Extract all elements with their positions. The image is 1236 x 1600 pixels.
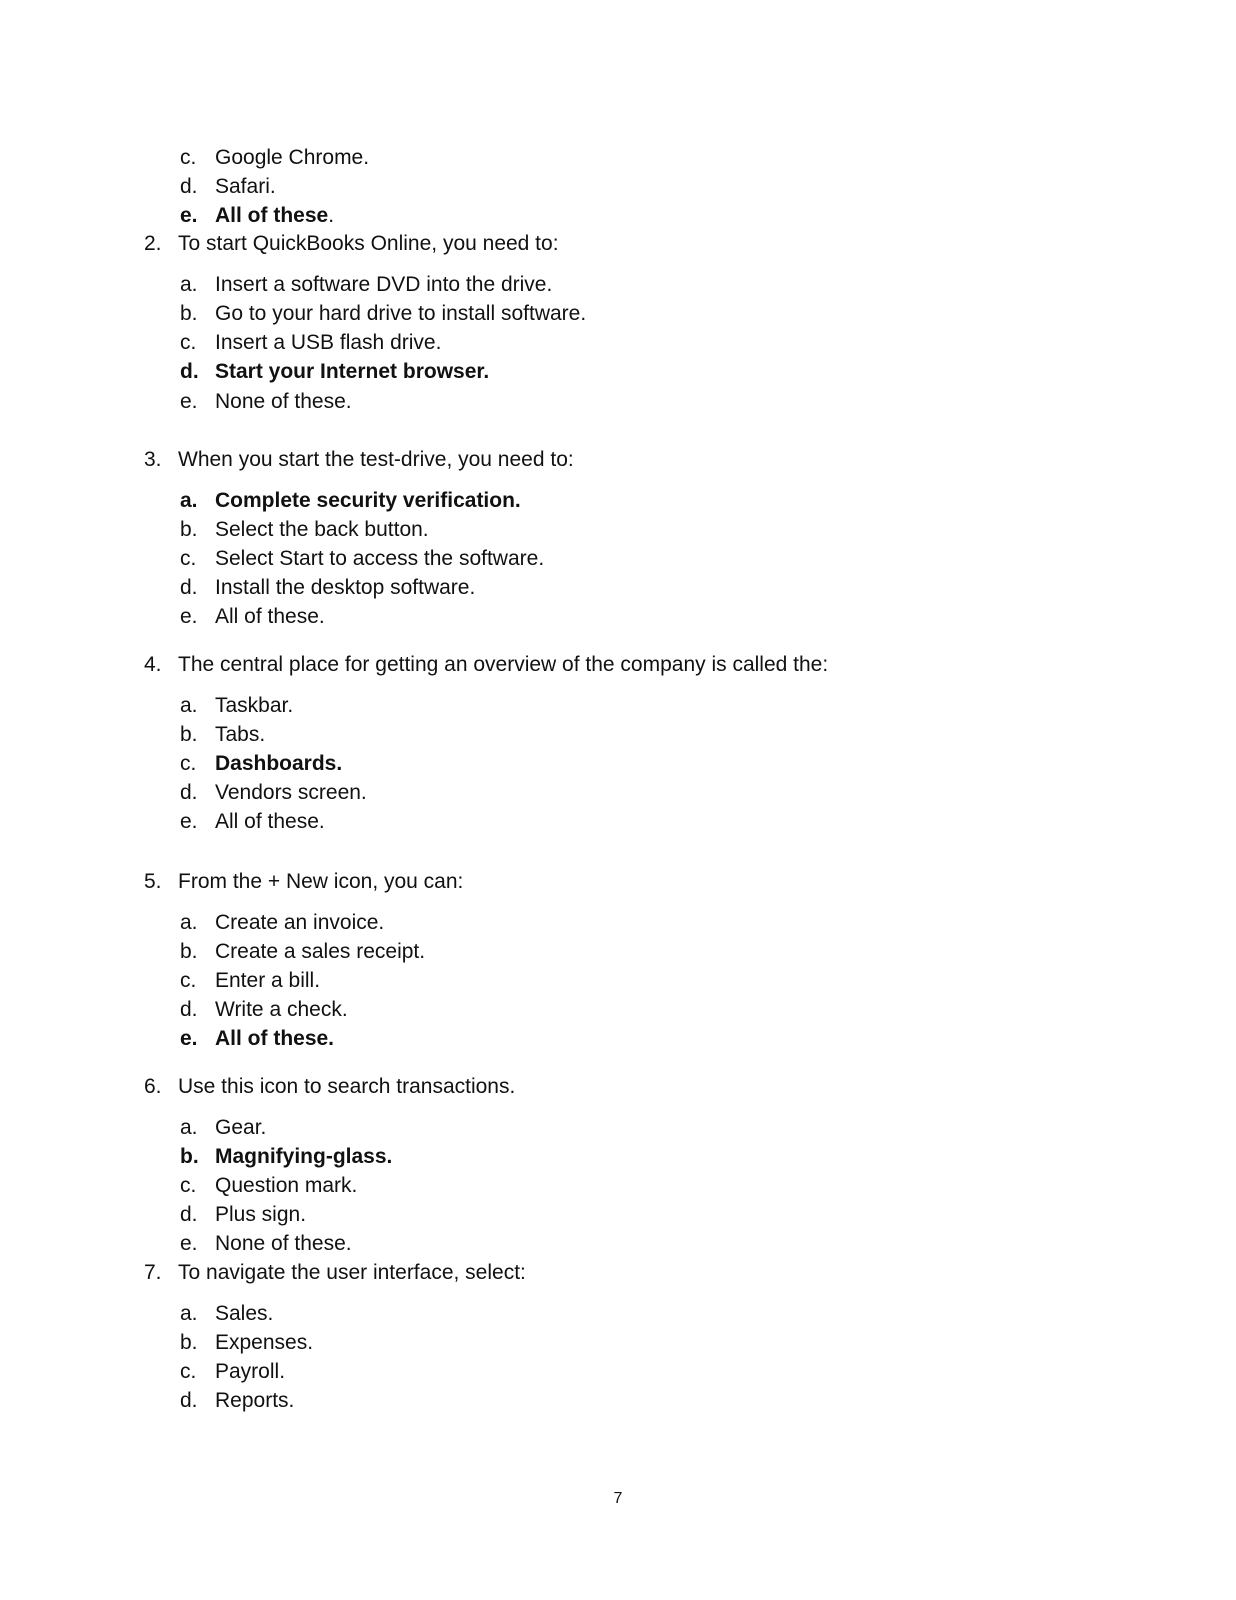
answer-option [180,604,325,630]
option-letter: a. [180,1116,198,1139]
option-text: Dashboards. [215,752,343,775]
option-text: Enter a bill. [215,969,321,992]
page-number: 7 [613,1490,623,1507]
option-text: None of these. [215,1232,352,1255]
question [144,1074,515,1100]
question-number: 6. [144,1075,162,1098]
answer-option-correct [180,1144,392,1170]
option-letter: d. [180,998,198,1021]
answer-option [180,910,384,936]
option-letter: d. [180,175,198,198]
answer-option [180,1231,352,1257]
option-letter: e. [180,390,198,413]
question [144,652,828,678]
answer-option [180,1173,357,1199]
option-letter: c. [180,969,197,992]
option-letter: c. [180,547,197,570]
option-text: Select Start to access the software. [215,547,545,570]
option-text: All of these. [215,1027,335,1050]
option-letter: b. [180,302,198,325]
question-number: 4. [144,653,162,676]
answer-option [180,575,475,601]
option-suffix: . [328,204,335,227]
question-text: Use this icon to search transactions. [178,1075,516,1098]
option-text: Write a check. [215,998,348,1021]
option-letter: c. [180,146,197,169]
option-text: All of these. [215,810,325,833]
option-letter: d. [180,1203,198,1226]
question-number: 2. [144,232,162,255]
question-text: To navigate the user interface, select: [178,1261,526,1284]
question-number: 7. [144,1261,162,1284]
option-text: Safari. [215,175,276,198]
option-letter: a. [180,273,198,296]
option-letter: a. [180,694,198,717]
option-letter: a. [180,1302,198,1325]
option-letter: d. [180,576,198,599]
answer-option [180,1115,266,1141]
question-text: To start QuickBooks Online, you need to: [178,232,559,255]
answer-option [180,939,425,965]
option-text: Expenses. [215,1331,314,1354]
option-letter: c. [180,331,197,354]
option-text: Complete security verification. [215,489,521,512]
option-text: None of these. [215,390,352,413]
option-text: Tabs. [215,723,266,746]
question-text: The central place for getting an overview of the company is called the: [178,653,829,676]
option-text: Install the desktop software. [215,576,476,599]
answer-option-correct [180,359,489,385]
answer-option [180,722,265,748]
answer-option [180,174,276,200]
answer-option [180,809,325,835]
option-letter: e. [180,810,198,833]
option-letter: d. [180,360,199,383]
option-letter: d. [180,781,198,804]
option-text: Google Chrome. [215,146,370,169]
option-text: Gear. [215,1116,267,1139]
option-letter: c. [180,752,197,775]
option-letter: b. [180,1331,198,1354]
question-text: When you start the test-drive, you need to: [178,448,574,471]
option-letter: a. [180,911,198,934]
option-text: Reports. [215,1389,295,1412]
answer-option [180,997,348,1023]
answer-option [180,272,552,298]
answer-option [180,1330,313,1356]
option-text: Taskbar. [215,694,294,717]
option-letter: d. [180,1389,198,1412]
option-text: Insert a software DVD into the drive. [215,273,553,296]
option-text: Vendors screen. [215,781,367,804]
question [144,231,559,257]
answer-option [180,780,367,806]
answer-option-correct [180,751,342,777]
answer-option [180,517,429,543]
question-number: 5. [144,870,162,893]
option-text: Insert a USB flash drive. [215,331,442,354]
question [144,447,574,473]
option-text: Question mark. [215,1174,358,1197]
answer-option [180,968,320,994]
option-letter: e. [180,1232,198,1255]
option-text: All of these. [215,605,325,628]
answer-option [180,330,441,356]
option-letter: e. [180,1027,198,1050]
answer-option-correct [180,1026,334,1052]
answer-option [180,1359,285,1385]
question-number: 3. [144,448,162,471]
option-letter: c. [180,1360,197,1383]
option-text: Payroll. [215,1360,286,1383]
option-letter: b. [180,1145,199,1168]
answer-option [180,145,369,171]
option-text: Plus sign. [215,1203,307,1226]
option-text: Create a sales receipt. [215,940,426,963]
option-text: Create an invoice. [215,911,385,934]
option-text: Start your Internet browser. [215,360,490,383]
option-letter: e. [180,605,198,628]
option-letter: e. [180,204,198,227]
answer-option-correct [180,488,521,514]
option-letter: b. [180,518,198,541]
question [144,869,463,895]
answer-option [180,693,293,719]
answer-option [180,1388,294,1414]
option-text: Magnifying-glass. [215,1145,393,1168]
option-text: All of these [215,204,329,227]
option-letter: a. [180,489,198,512]
answer-option [180,301,586,327]
answer-option [180,1202,306,1228]
answer-option-correct [180,203,334,229]
option-letter: b. [180,940,198,963]
option-text: Select the back button. [215,518,429,541]
answer-option [180,546,544,572]
option-letter: b. [180,723,198,746]
answer-option [180,389,352,415]
option-letter: c. [180,1174,197,1197]
option-text: Sales. [215,1302,274,1325]
question-text: From the + New icon, you can: [178,870,464,893]
answer-option [180,1301,273,1327]
question [144,1260,526,1286]
option-text: Go to your hard drive to install software. [215,302,587,325]
